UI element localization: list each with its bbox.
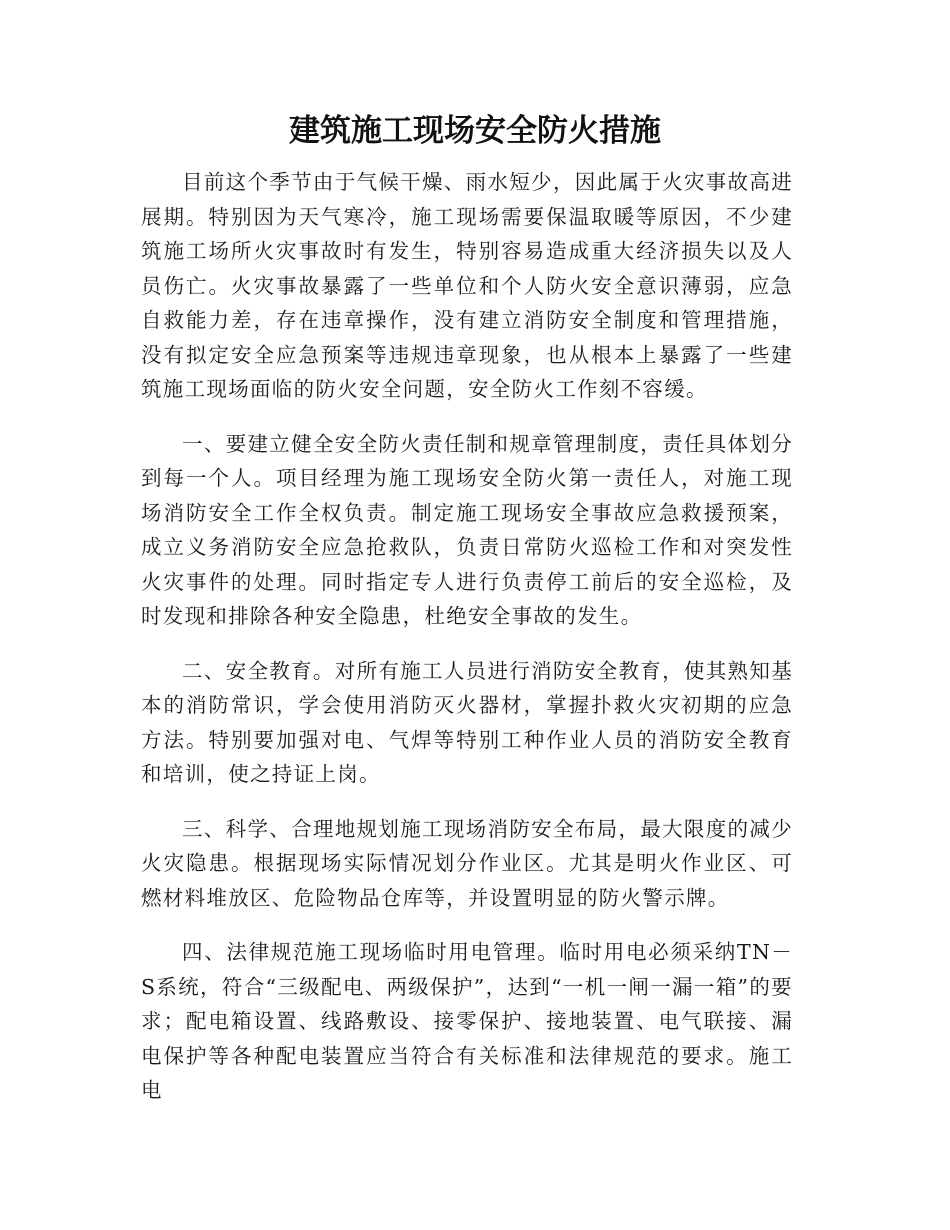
paragraph-responsibility: 一、要建立健全安全防火责任制和规章管理制度，责任具体划分到每一个人。项目经理为施工现场安全防火第一责任人，对施工现场消防安全工作全权负责。制定施工现场安全事故应急救援预案，成立义务消防安全应急抢救队，负责日常防火巡检工作和对突发性火灾事件的处理。同时指定专人进行负责停工前后的安全巡检，及时发现和排除各种安全隐患，杜绝安全事故的发生。 — [141, 431, 793, 628]
paragraph-layout: 三、科学、合理地规划施工现场消防安全布局，最大限度的减少火灾隐患。根据现场实际情况划分作业区。尤其是明火作业区、可燃材料堆放区、危险物品仓库等，并设置明显的防火警示牌。 — [141, 816, 793, 910]
document-body — [141, 165, 793, 1128]
paragraph-intro: 目前这个季节由于气候干燥、雨水短少，因此属于火灾事故高进展期。特别因为天气寒冷，施工现场需要保温取暖等原因，不少建筑施工场所火灾事故时有发生，特别容易造成重大经济损失以及人员伤亡。火灾事故暴露了一些单位和个人防火安全意识薄弱，应急自救能力差，存在违章操作，没有建立消防安全制度和管理措施，没有拟定安全应急预案等违规违章现象，也从根本上暴露了一些建筑施工现场面临的防火安全问题，安全防火工作刻不容缓。 — [141, 170, 793, 401]
paragraph-electricity: 四、法律规范施工现场临时用电管理。临时用电必须采纳TN－S系统，符合“三级配电、两级保护”，达到“一机一闸一漏一箱”的要求；配电箱设置、线路敷设、接零保护、接地装置、电气联接、漏电保护等各种配电装置应当符合有关标准和法律规范的要求。施工电 — [141, 940, 793, 1102]
document-title: 建筑施工现场安全防火措施 — [289, 113, 661, 149]
paragraph-education: 二、安全教育。对所有施工人员进行消防安全教育，使其熟知基本的消防常识，学会使用消防灭火器材，掌握扑救火灾初期的应急方法。特别要加强对电、气焊等特别工种作业人员的消防安全教育和培训，使之持证上岗。 — [141, 658, 793, 786]
